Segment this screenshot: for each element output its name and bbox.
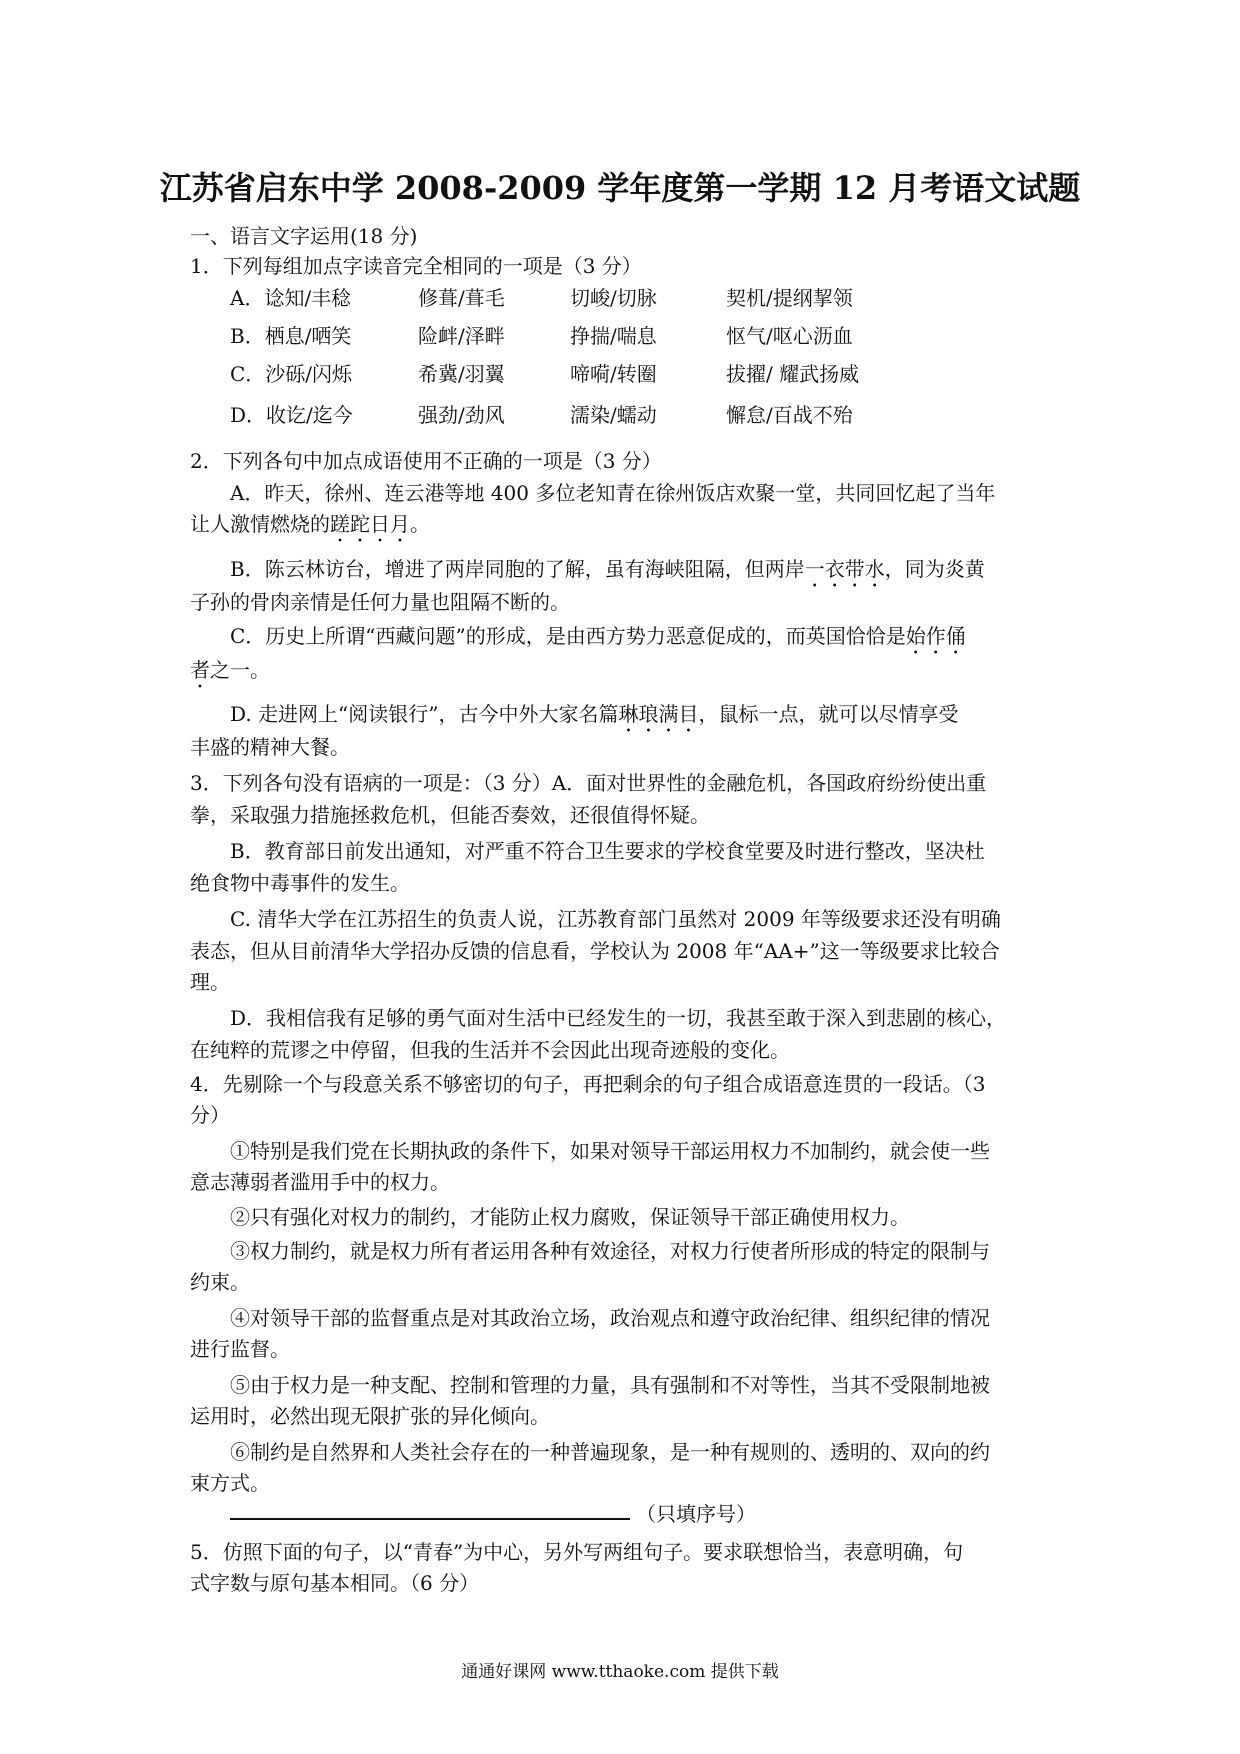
q4-sentence-1: ①特别是我们党在长期执政的条件下，如果对领导干部运用权力不加制约，就会使一些 (230, 1139, 990, 1163)
q4-stem-cont: 分） (190, 1103, 230, 1127)
q1-option-c-3: 啼嗬/转圈 (570, 362, 657, 386)
q2-option-d-cont: 丰盛的精神大餐。 (190, 735, 350, 759)
q2-marked-idiom-b: 一衣带水 (804, 557, 885, 581)
q3-option-b-cont: 绝食物中毒事件的发生。 (190, 871, 410, 895)
q1-option-d-1: D．收讫/迄今 (230, 403, 353, 427)
q2-stem: 2．下列各句中加点成语使用不正确的一项是（3 分） (190, 449, 662, 473)
q2-marked-idiom-a: 蹉跎日月 (330, 512, 410, 536)
q4-sentence-6-cont: 束方式。 (190, 1471, 270, 1495)
q1-option-b-4: 怄气/呕心沥血 (726, 324, 853, 348)
q3-option-c-cont1: 表态，但从目前清华大学招办反馈的信息看，学校认为 2008 年“AA+”这一等级要求比较合 (190, 939, 1000, 963)
q1-option-a-3: 切峻/切脉 (570, 286, 657, 310)
q4-sentence-6: ⑥制约是自然界和人类社会存在的一种普遍现象，是一种有规则的、透明的、双向的约 (230, 1440, 990, 1464)
page-footer: 通通好课网 www.tthaoke.com 提供下载 (461, 1662, 779, 1682)
q2-option-a-cont: 让人激情燃烧的蹉跎日月。 (190, 512, 430, 536)
q1-option-b-3: 挣揣/喘息 (570, 324, 657, 348)
q1-option-c-1: C．沙砾/闪烁 (230, 362, 353, 386)
q3-option-b: B．教育部日前发出通知，对严重不符合卫生要求的学校食堂要及时进行整改，坚决杜 (230, 839, 985, 863)
q4-sentence-3: ③权力制约，就是权力所有者运用各种有效途径，对权力行使者所形成的特定的限制与 (230, 1239, 990, 1263)
q2-option-c: C．历史上所谓“西藏问题”的形成，是由西方势力恶意促成的，而英国恰恰是始作俑 (230, 624, 966, 648)
q3-stem: 3．下列各句没有语病的一项是：（3 分）A．面对世界性的金融危机，各国政府纷纷使出重 (190, 771, 987, 795)
q1-option-a-2: 修葺/葺毛 (418, 286, 505, 310)
q3-option-d: D．我相信我有足够的勇气面对生活中已经发生的一切，我甚至敢于深入到悲剧的核心， (230, 1006, 1007, 1030)
q1-option-b-1: B．栖息/哂笑 (230, 324, 352, 348)
q4-answer-hint: （只填序号） (636, 1502, 756, 1526)
q4-sentence-1-cont: 意志薄弱者滥用手中的权力。 (190, 1170, 450, 1194)
q1-option-d-3: 濡染/蠕动 (570, 403, 657, 427)
q1-option-c-2: 希冀/羽翼 (418, 362, 505, 386)
q3-option-c-cont2: 理。 (190, 970, 230, 994)
q4-stem: 4．先剔除一个与段意关系不够密切的句子，再把剩余的句子组合成语意连贯的一段话。（3 (190, 1072, 986, 1096)
q1-option-d-2: 强劲/劲风 (418, 403, 505, 427)
q2-option-d: D. 走进网上“阅读银行”，古今中外大家名篇琳琅满目，鼠标一点，就可以尽情享受 (230, 702, 959, 726)
q4-sentence-2: ②只有强化对权力的制约，才能防止权力腐败，保证领导干部正确使用权力。 (230, 1205, 910, 1229)
q4-sentence-4: ④对领导干部的监督重点是对其政治立场，政治观点和遵守政治纪律、组织纪律的情况 (230, 1306, 990, 1330)
q1-option-a-4: 契机/提纲挈领 (726, 286, 853, 310)
q1-option-a-1: A．谂知/丰稔 (230, 286, 352, 310)
exam-title: 江苏省启东中学 2008-2009 学年度第一学期 12 月考语文试题 (159, 169, 1081, 207)
q3-stem-cont: 拳，采取强力措施拯救危机，但能否奏效，还很值得怀疑。 (190, 803, 710, 827)
q4-sentence-5-cont: 运用时，必然出现无限扩张的异化倾向。 (190, 1404, 550, 1428)
q2-option-b-cont: 子孙的骨肉亲情是任何力量也阻隔不断的。 (190, 590, 570, 614)
q2-marked-idiom-c: 始作俑 (905, 624, 966, 648)
q1-option-d-4: 懈怠/百战不殆 (726, 403, 853, 427)
q1-option-b-2: 险衅/泽畔 (418, 324, 505, 348)
q2-option-a: A．昨天，徐州、连云港等地 400 多位老知青在徐州饭店欢聚一堂，共同回忆起了当年 (230, 481, 996, 505)
q4-sentence-4-cont: 进行监督。 (190, 1337, 290, 1361)
section-heading: 一、语言文字运用(18 分) (190, 224, 418, 248)
q1-option-c-4: 拔擢/ 耀武扬威 (726, 362, 860, 386)
q3-option-d-cont: 在纯粹的荒谬之中停留，但我的生活并不会因此出现奇迹般的变化。 (190, 1038, 790, 1062)
q4-sentence-3-cont: 约束。 (190, 1270, 250, 1294)
q1-stem: 1．下列每组加点字读音完全相同的一项是（3 分） (190, 254, 642, 278)
q2-marked-idiom-d: 琳琅满目 (618, 702, 699, 726)
q4-sentence-5: ⑤由于权力是一种支配、控制和管理的力量，具有强制和不对等性，当其不受限制地被 (230, 1373, 990, 1397)
q5-stem-cont: 式字数与原句基本相同。（6 分） (190, 1571, 480, 1595)
q2-option-b: B．陈云林访台，增进了两岸同胞的了解，虽有海峡阻隔，但两岸一衣带水，同为炎黄 (230, 557, 985, 581)
q4-answer-blank[interactable] (230, 1518, 630, 1520)
q3-option-c: C. 清华大学在江苏招生的负责人说，江苏教育部门虽然对 2009 年等级要求还没有明确 (230, 907, 1001, 931)
q2-option-c-cont: 者之一。 (190, 658, 270, 682)
q5-stem: 5．仿照下面的句子，以“青春”为中心，另外写两组句子。要求联想恰当，表意明确，句 (190, 1540, 964, 1564)
